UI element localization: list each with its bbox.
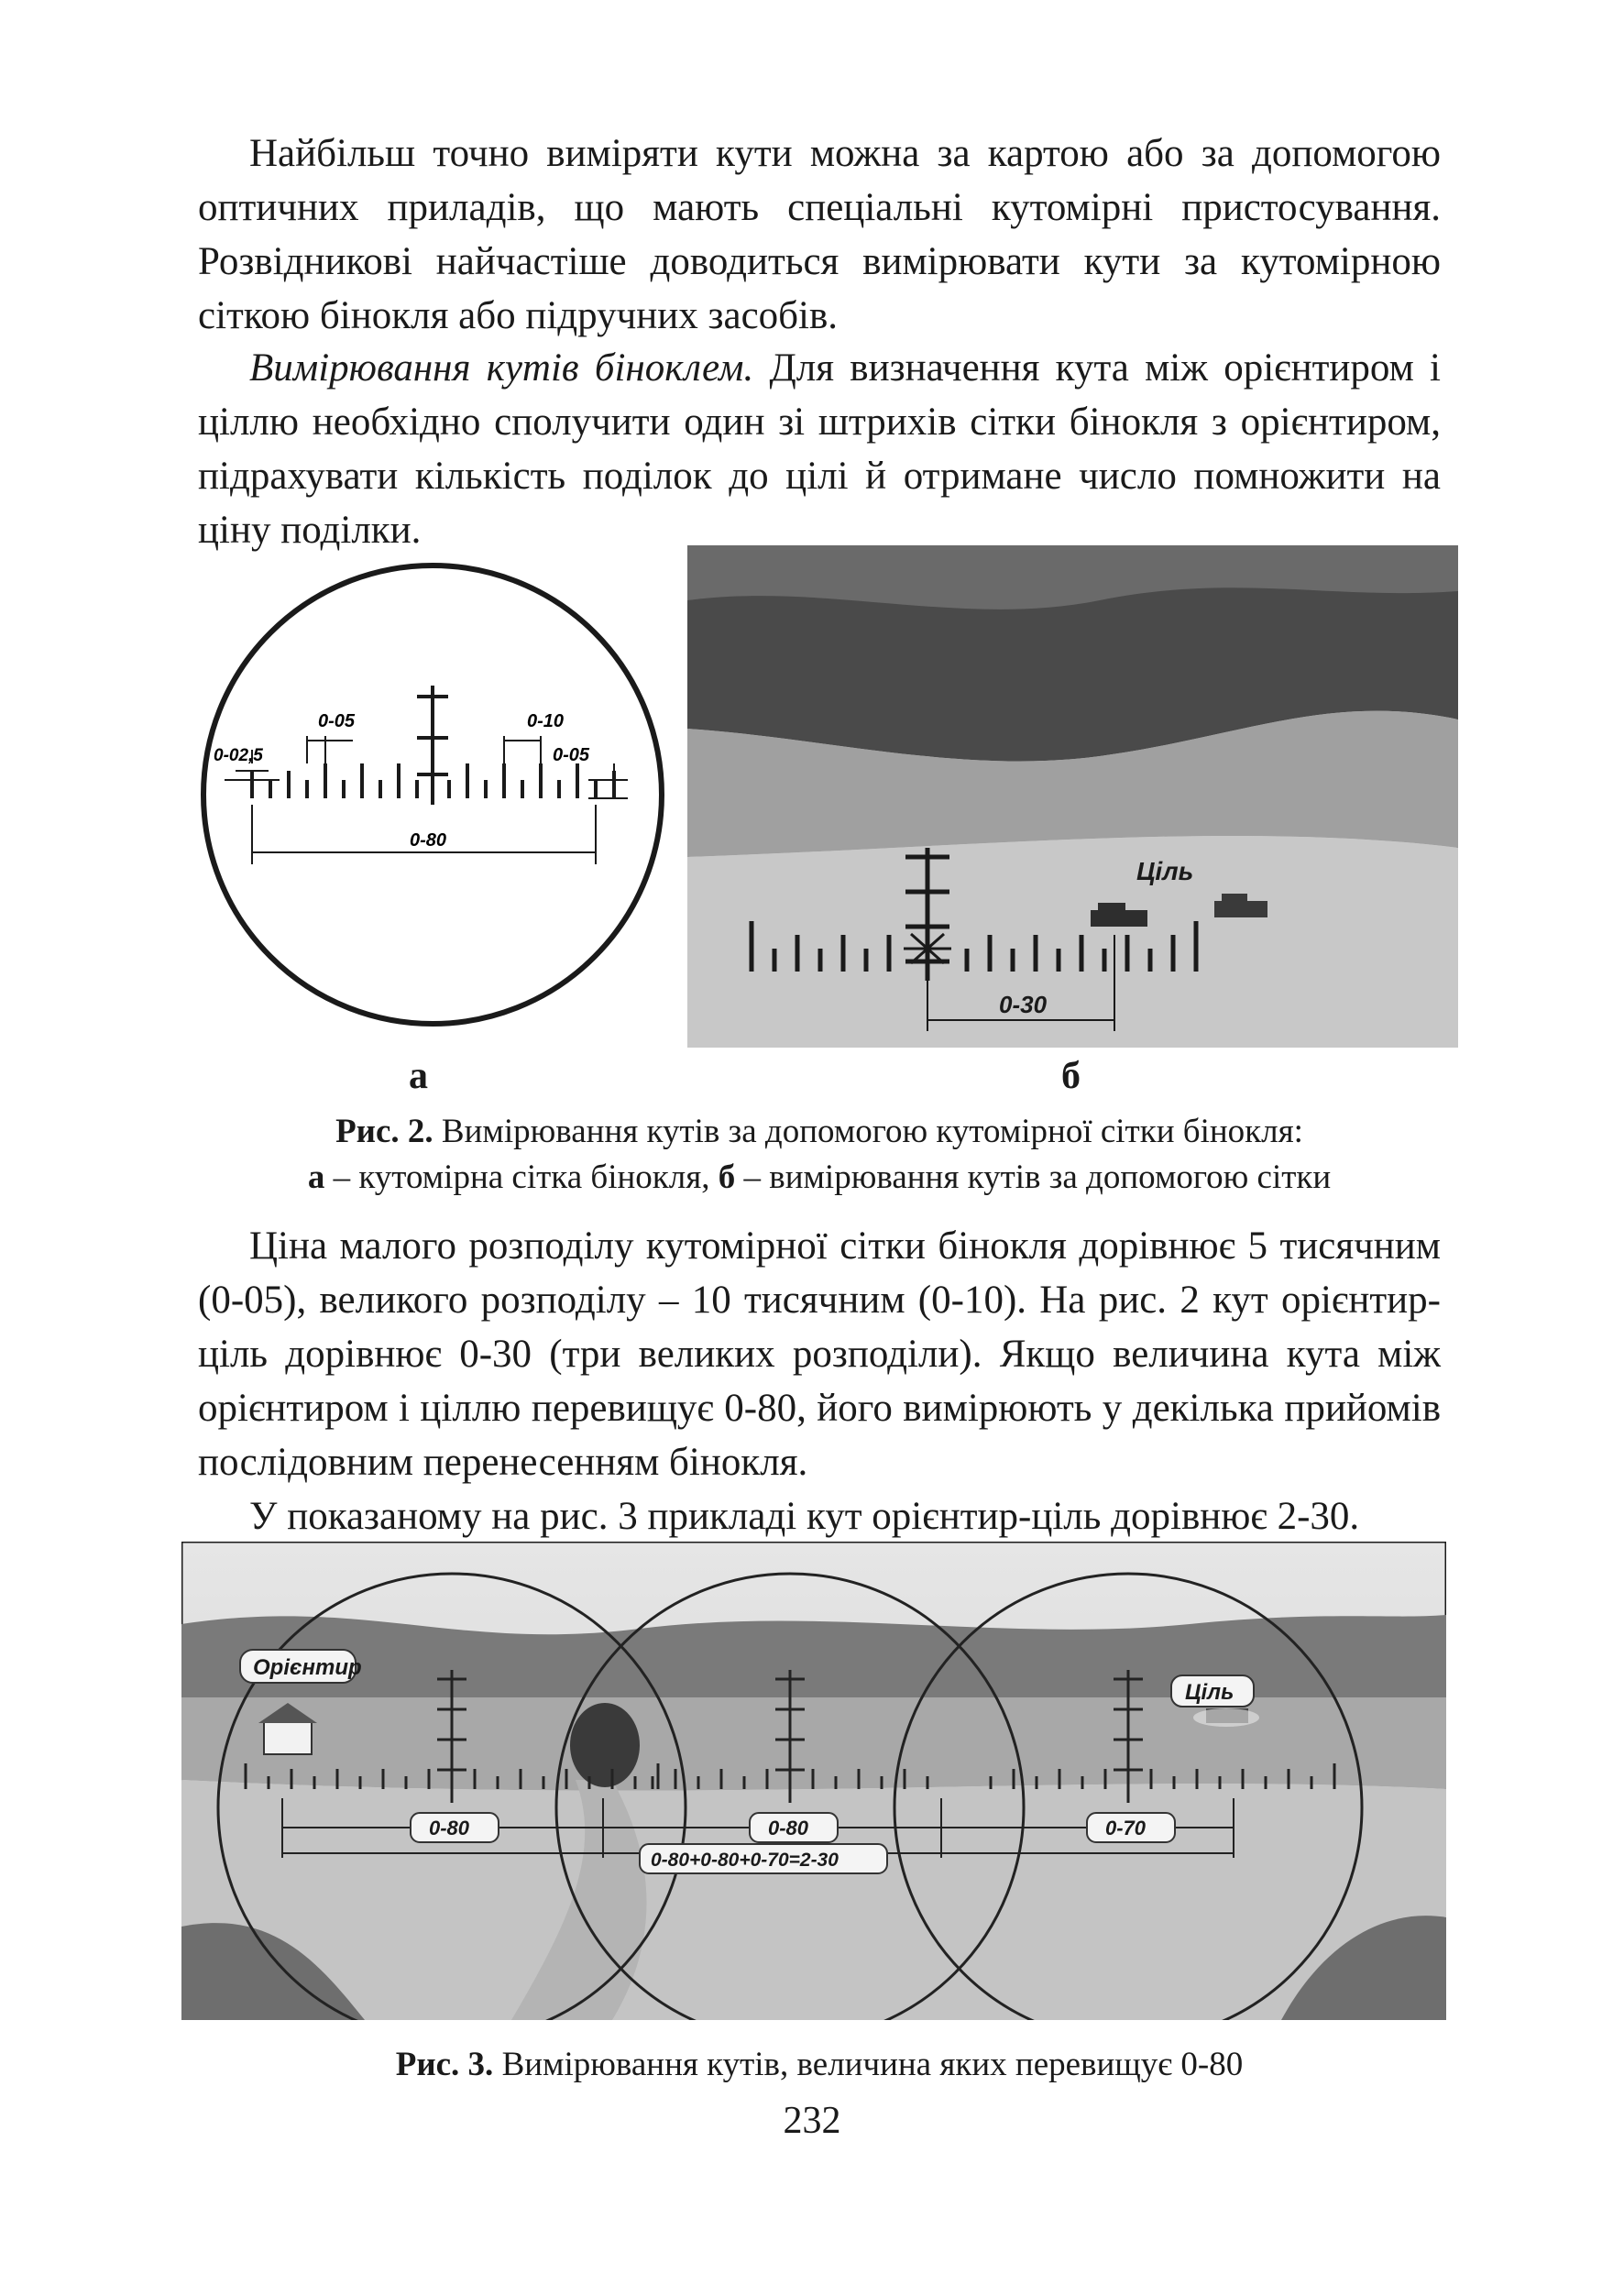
figure-2-caption-line2 bbox=[198, 1155, 1441, 1201]
reticle-label-0-05: 0-05 bbox=[318, 711, 356, 731]
figure-letter-a: а bbox=[409, 1055, 428, 1097]
binocular-photo bbox=[687, 545, 1458, 1048]
paragraph-example: У показаному на рис. 3 прикладі кут орієнтир-ціль дорівнює 2-30. bbox=[249, 1495, 1360, 1538]
figure-letter-b: б bbox=[1061, 1055, 1081, 1097]
figure-3-caption bbox=[198, 2042, 1441, 2088]
paragraph-binocular-method bbox=[198, 341, 1441, 557]
reticle-label-0-10: 0-10 bbox=[527, 711, 565, 731]
multi-step-measurement-photo bbox=[181, 1542, 1446, 2020]
reticle-label-0-02-5: 0-02,5 bbox=[214, 746, 263, 765]
segment-2-label: 0-80 bbox=[768, 1817, 809, 1839]
figure-2-caption-end: – вимірювання кутів за допомогою сітки bbox=[735, 1158, 1332, 1196]
paragraph-reticle-values: Ціна малого розподілу кутомірної сітки бінокля дорівнює 5 тисячним (0-05), великого розподілу – 10 тисячним (0-10). На рис. 2 кут орієнтир-ціль дорівнює 0-30 (три великих розподіли). Якщо величина кута між орієнтиром і ціллю перевищує 0-80, його вимірюють у декілька прийомів послідовним перенесенням бінокля. bbox=[198, 1224, 1441, 1484]
sum-label: 0-80+0-80+0-70=2-30 bbox=[651, 1850, 839, 1871]
photo-target-label: Ціль bbox=[1136, 857, 1194, 885]
reticle-label-0-80: 0-80 bbox=[410, 830, 447, 851]
figure-3-caption-text: Вимірювання кутів, величина яких перевищує 0-80 bbox=[493, 2046, 1244, 2083]
figure-2-caption-line1 bbox=[198, 1109, 1441, 1155]
figure-2-caption-bold: Рис. 2. bbox=[335, 1113, 433, 1150]
figure-2-caption-text: Вимірювання кутів за допомогою кутомірної сітки бінокля: bbox=[433, 1113, 1303, 1150]
photo-angle-label: 0-30 bbox=[999, 991, 1048, 1018]
figure-2-caption-b: б bbox=[718, 1158, 736, 1196]
paragraph-heading-italic: Вимірювання кутів біноклем. bbox=[249, 346, 754, 390]
landmark-label: Орієнтир bbox=[253, 1655, 362, 1680]
paragraph-body: Для визначення кута між орієнтиром і ціллю необхідно сполучити один зі штрихів сітки бінокля з орієнтиром, підрахувати кількість поділок до цілі й отримане число помножити на ціну поділки. bbox=[198, 346, 1441, 552]
figure-2-caption-mid: – кутомірна сітка бінокля, bbox=[324, 1158, 719, 1196]
figure-2-caption bbox=[198, 1109, 1441, 1201]
target-label: Ціль bbox=[1185, 1680, 1234, 1705]
segment-3-label: 0-70 bbox=[1105, 1817, 1147, 1839]
segment-1-label: 0-80 bbox=[429, 1817, 470, 1839]
figure-2-caption-a: а bbox=[307, 1158, 325, 1196]
page-number: 232 bbox=[783, 2100, 841, 2142]
paragraph-intro: Найбільш точно виміряти кути можна за картою або за допомогою оптичних приладів, що мають спеціальні кутомірні пристосування. Розвідникові найчастіше доводиться вимірювати кути за кутомірною сіткою бінокля або підручних засобів. bbox=[198, 132, 1441, 337]
reticle-diagram bbox=[197, 557, 669, 1032]
reticle-label-0-05-right: 0-05 bbox=[553, 745, 590, 765]
figure-3-caption-bold: Рис. 3. bbox=[395, 2046, 494, 2083]
